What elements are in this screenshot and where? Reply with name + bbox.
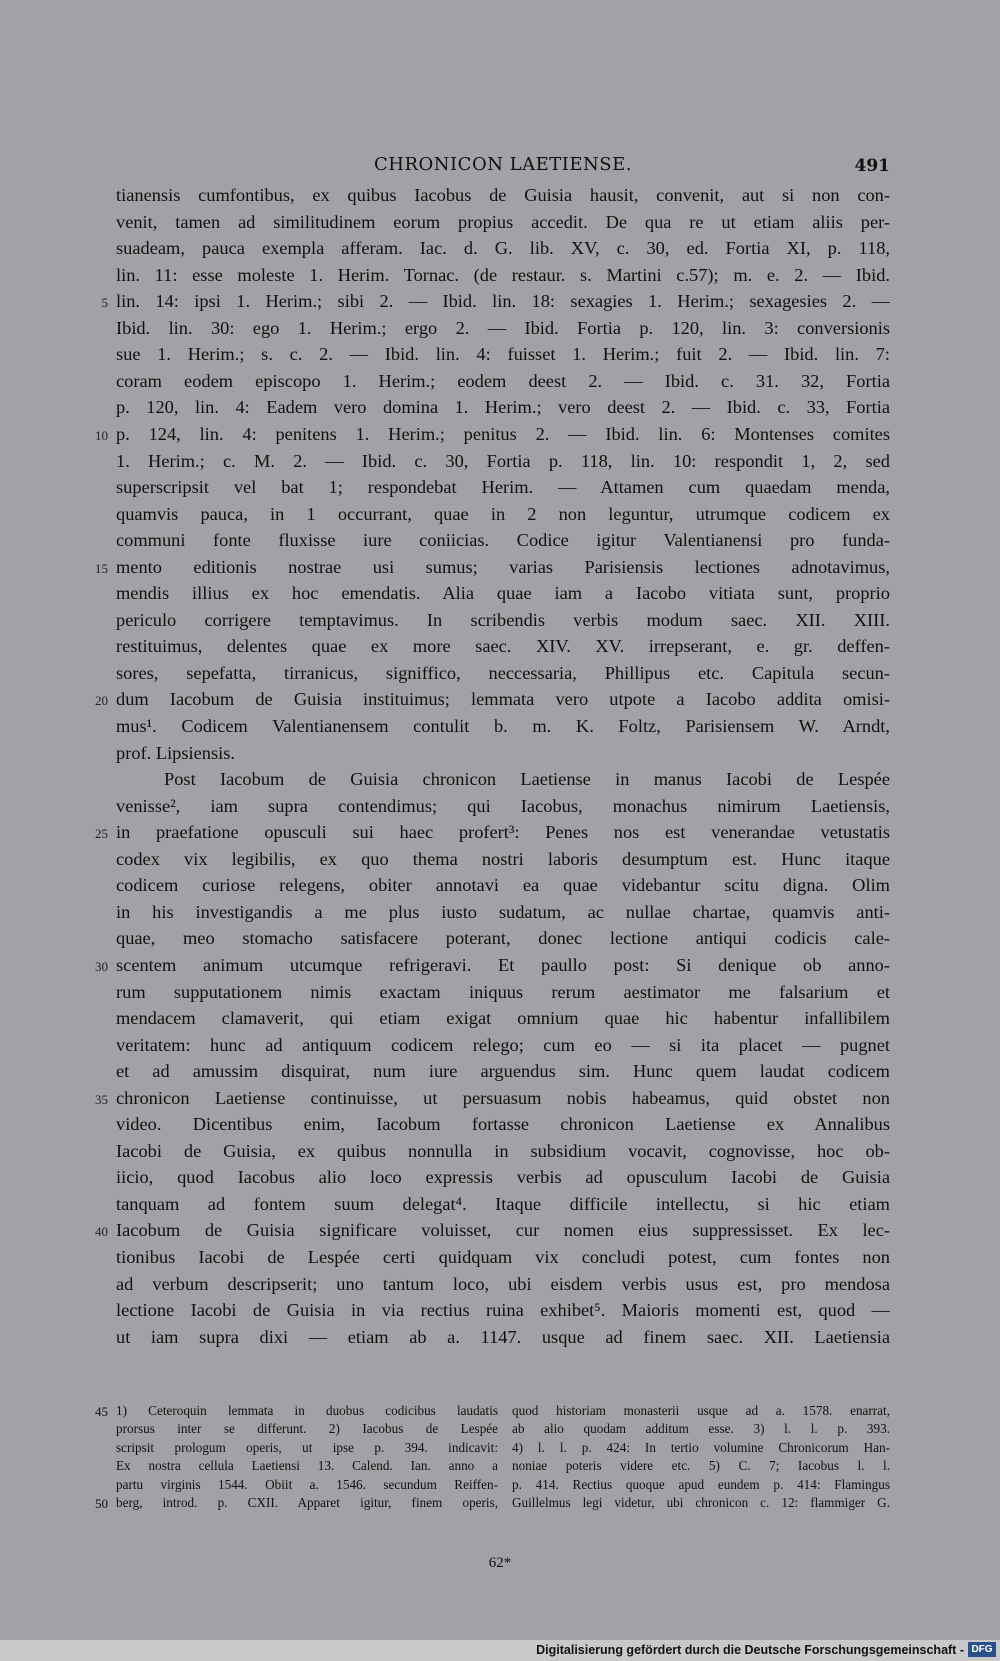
- footnote-line: noniae poteris videre etc. 5) C. 7; Iacobus l. l.: [512, 1458, 890, 1474]
- footnote-line: 1) Ceteroquin lemmata in duobus codicibus laudatis: [116, 1403, 498, 1418]
- text-line: suadeam, pauca exempla afferam. Iac. d. G. lib. XV, c. 30, ed. Fortia XI, p. 118,: [116, 238, 890, 259]
- text-line: quamvis pauca, in 1 occurrant, quae in 2 non leguntur, utrumque codicem ex: [116, 503, 890, 524]
- text-line: mus¹. Codicem Valentianensem contulit b. m. K. Foltz, Parisiensem W. Arndt,: [116, 716, 890, 736]
- text-line: quae, meo stomacho satisfacere poterant, donec lectione antiqui codicis cale-: [116, 928, 890, 949]
- footnote-line: 4) l. l. p. 424: In tertio volumine Chronicorum Han-: [512, 1439, 890, 1455]
- text-line: rum supputationem nimis exactam iniquus rerum aestimator me falsarium et: [116, 981, 890, 1002]
- footnote-margin-number: 50: [95, 1496, 108, 1511]
- text-line: lectione Iacobi de Guisia in via rectius ruina exhibet⁵. Maioris momenti est, quod —: [116, 1300, 890, 1321]
- text-line: communi fonte fluxisse iure coniicias. Codice igitur Valentianensi pro funda-: [116, 530, 890, 551]
- footnote-margin-number: 45: [95, 1404, 108, 1419]
- text-line: in his investigandis a me plus iusto sudatum, ac nullae chartae, quamvis anti-: [116, 901, 890, 922]
- margin-line-number: 35: [95, 1091, 108, 1107]
- text-line: chronicon Laetiense continuisse, ut persuasum nobis habeamus, quid obstet non: [116, 1087, 890, 1108]
- text-line: venit, tamen ad similitudinem eorum propius accedit. De qua re ut etiam aliis per-: [116, 211, 890, 232]
- text-line: codex vix legibilis, ex quo thema nostri laboris desumptum est. Hunc itaque: [116, 848, 890, 869]
- text-line: lin. 14: ipsi 1. Herim.; sibi 2. — Ibid. lin. 18: sexagies 1. Herim.; sexagesies 2. —: [116, 291, 890, 312]
- footnote-line: p. 414. Rectius quoque apud eundem p. 414: Flamingus: [512, 1476, 890, 1492]
- text-line: Iacobum de Guisia significare voluisset, cur nomen eius suppressisset. Ex lec-: [116, 1220, 890, 1241]
- text-line: coram eodem episcopo 1. Herim.; eodem deest 2. — Ibid. c. 31. 32, Fortia: [116, 370, 890, 391]
- text-line: restituimus, delentes quae ex more saec. XIV. XV. irrepserant, e. gr. deffen-: [116, 636, 890, 657]
- text-line: ut iam supra dixi — etiam ab a. 1147. usque ad finem saec. XII. Laetiensia: [116, 1326, 890, 1347]
- text-line: lin. 11: esse moleste 1. Herim. Tornac. (de restaur. s. Martini c.57); m. e. 2. — Ibid.: [116, 264, 890, 285]
- text-line: Ibid. lin. 30: ego 1. Herim.; ergo 2. — Ibid. Fortia p. 120, lin. 3: conversionis: [116, 317, 890, 338]
- text-line: tianensis cumfontibus, ex quibus Iacobus de Guisia hausit, convenit, aut si non con-: [116, 185, 890, 205]
- text-line: p. 124, lin. 4: penitens 1. Herim.; penitus 2. — Ibid. lin. 6: Montenses comites: [116, 423, 890, 444]
- text-line: dum Iacobum de Guisia instituimus; lemmata vero utpote a Iacobo addita omisi-: [116, 689, 890, 710]
- text-line: sores, sepefatta, tirranicus, signiffico, neccessaria, Phillipus etc. Capitula secun-: [116, 662, 890, 683]
- signature-mark: 62*: [488, 1555, 512, 1571]
- footnote-line: Guillelmus legi videtur, ubi chronicon c. 12: flammiger G.: [512, 1495, 890, 1510]
- funding-credit: Digitalisierung gefördert durch die Deutsche Forschungsgemeinschaft -: [536, 1643, 964, 1657]
- text-line: prof. Lipsiensis.: [116, 742, 236, 763]
- text-line: codicem curiose relegens, obiter annotavi ea quae videbantur scitu digna. Olim: [116, 875, 890, 896]
- text-line: superscripsit vel bat 1; respondebat Herim. — Attamen cum quaedam menda,: [116, 477, 890, 498]
- text-line: ad verbum descripserit; uno tantum loco, ubi eisdem verbis usus est, pro mendosa: [116, 1273, 890, 1294]
- running-title: CHRONICON LAETIENSE.: [374, 154, 632, 175]
- margin-line-number: 30: [95, 958, 108, 974]
- text-line: video. Dicentibus enim, Iacobum fortasse chronicon Laetiense ex Annalibus: [116, 1114, 890, 1135]
- text-line: venisse², iam supra contendimus; qui Iacobus, monachus nimirum Laetiensis,: [116, 795, 890, 816]
- text-line: et ad amussim disquirat, num iure arguendus sim. Hunc quem laudat codicem: [116, 1061, 890, 1082]
- text-line: sue 1. Herim.; s. c. 2. — Ibid. lin. 4: fuisset 1. Herim.; fuit 2. — Ibid. lin. 7:: [116, 344, 890, 365]
- margin-line-number: 25: [95, 826, 108, 842]
- footnote-line: prorsus inter se differunt. 2) Iacobus de Lespée: [116, 1421, 498, 1437]
- text-line: Iacobi de Guisia, ex quibus nonnulla in subsidium vocavit, cognovisse, hoc ob-: [116, 1140, 890, 1161]
- running-header: [116, 152, 890, 180]
- footnote-line: partu virginis 1544. Obiit a. 1546. secundum Reiffen-: [116, 1476, 498, 1492]
- text-line: 1. Herim.; c. M. 2. — Ibid. c. 30, Fortia p. 118, lin. 10: respondit 1, 2, sed: [116, 450, 890, 471]
- footnote-line: quod historiam monasterii usque ad a. 1578. enarrat,: [512, 1403, 890, 1418]
- text-line: Post Iacobum de Guisia chronicon Laetiense in manus Iacobi de Lespée: [164, 769, 890, 790]
- footnote-line: scripsit prologum operis, ut ipse p. 394. indicavit:: [116, 1439, 498, 1455]
- dfg-logo-icon: DFG: [968, 1642, 996, 1657]
- margin-line-number: 5: [101, 295, 108, 311]
- text-line: iicio, quod Iacobus alio loco expressis verbis ad opusculum Iacobi de Guisia: [116, 1167, 890, 1188]
- text-line: veritatem: hunc ad antiquum codicem relego; cum eo — si ita placet — pugnet: [116, 1034, 890, 1055]
- text-line: mendacem clamaverit, qui etiam exigat omnium quae hic habentur infallibilem: [116, 1008, 890, 1029]
- footnote-line: berg, introd. p. CXII. Apparet igitur, finem operis,: [116, 1495, 498, 1510]
- footnote-line: Ex nostra cellula Laetiensi 13. Calend. Ian. anno a: [116, 1458, 498, 1474]
- margin-line-number: 10: [95, 427, 108, 443]
- page-number: 491: [854, 156, 890, 176]
- text-line: tionibus Iacobi de Lespée certi quidquam vix concludi potest, cum fontes non: [116, 1247, 890, 1267]
- text-line: periculo corrigere temptavimus. In scribendis verbis modum saec. XII. XIII.: [116, 609, 890, 630]
- text-line: tanquam ad fontem suum delegat⁴. Itaque difficile intellectu, si hic etiam: [116, 1193, 890, 1214]
- margin-line-number: 20: [95, 693, 108, 709]
- margin-line-number: 40: [95, 1224, 108, 1240]
- text-line: p. 120, lin. 4: Eadem vero domina 1. Herim.; vero deest 2. — Ibid. c. 33, Fortia: [116, 397, 890, 418]
- digitization-footer: [0, 1640, 1000, 1661]
- text-line: mendis illius ex hoc emendatis. Alia quae iam a Iacobo vitiata sunt, proprio: [116, 583, 890, 604]
- text-line: mento editionis nostrae usi sumus; varias Parisiensis lectiones adnotavimus,: [116, 556, 890, 577]
- footnote-line: ab alio quodam additum esse. 3) l. l. p. 393.: [512, 1421, 890, 1437]
- margin-line-number: 15: [95, 560, 108, 576]
- text-line: scentem animum utcumque refrigeravi. Et paullo post: Si denique ob anno-: [116, 954, 890, 975]
- text-line: in praefatione opusculi sui haec profert³: Penes nos est venerandae vetustatis: [116, 822, 890, 843]
